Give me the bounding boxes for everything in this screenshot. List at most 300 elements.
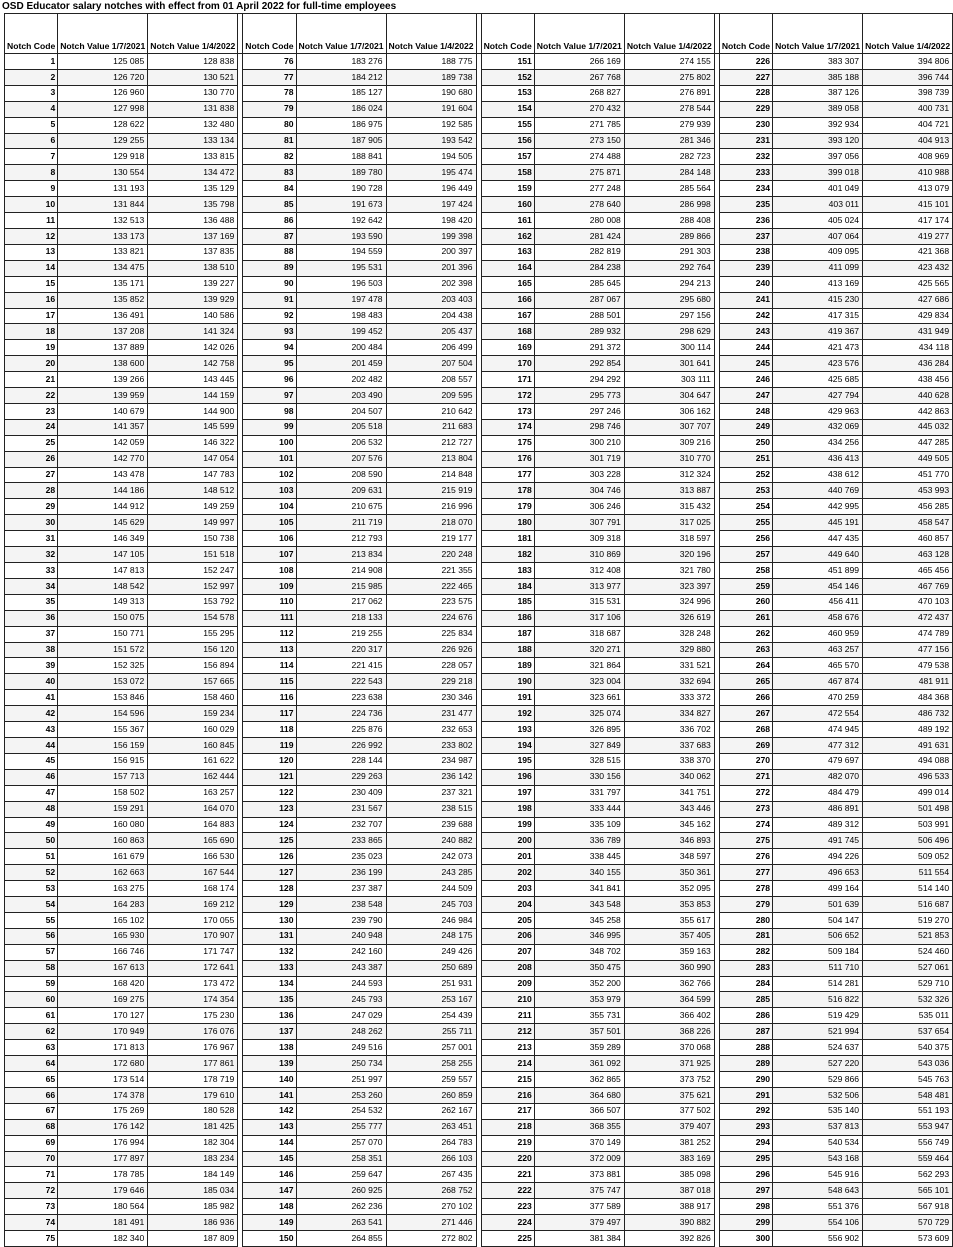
value-2021-cell: 294 292 xyxy=(534,372,624,388)
table-row xyxy=(5,308,953,324)
value-2022-cell: 270 102 xyxy=(386,1199,476,1215)
header-notch-code: Notch Code xyxy=(243,14,296,54)
value-2021-cell: 156 159 xyxy=(58,737,148,753)
notch-code-cell: 145 xyxy=(243,1151,296,1167)
notch-code-cell: 240 xyxy=(719,276,772,292)
value-2022-cell: 137 835 xyxy=(148,244,238,260)
notch-code-cell: 198 xyxy=(481,801,534,817)
notch-code-cell: 260 xyxy=(719,594,772,610)
notch-code-cell: 72 xyxy=(5,1183,58,1199)
value-2021-cell: 429 963 xyxy=(773,403,863,419)
notch-code-cell: 28 xyxy=(5,483,58,499)
value-2022-cell: 145 599 xyxy=(148,419,238,435)
value-2021-cell: 540 534 xyxy=(773,1135,863,1151)
table-row xyxy=(5,483,953,499)
value-2022-cell: 392 826 xyxy=(624,1231,714,1247)
notch-code-cell: 17 xyxy=(5,308,58,324)
value-2022-cell: 224 676 xyxy=(386,610,476,626)
notch-code-cell: 243 xyxy=(719,324,772,340)
value-2021-cell: 180 564 xyxy=(58,1199,148,1215)
value-2021-cell: 361 092 xyxy=(534,1056,624,1072)
value-2021-cell: 149 313 xyxy=(58,594,148,610)
value-2021-cell: 125 085 xyxy=(58,54,148,70)
notch-code-cell: 213 xyxy=(481,1040,534,1056)
value-2022-cell: 371 925 xyxy=(624,1056,714,1072)
value-2021-cell: 427 794 xyxy=(773,388,863,404)
value-2021-cell: 223 638 xyxy=(296,690,386,706)
notch-code-cell: 41 xyxy=(5,690,58,706)
value-2022-cell: 240 882 xyxy=(386,833,476,849)
value-2021-cell: 228 144 xyxy=(296,753,386,769)
value-2022-cell: 149 997 xyxy=(148,515,238,531)
value-2022-cell: 553 947 xyxy=(863,1119,953,1135)
value-2022-cell: 532 326 xyxy=(863,992,953,1008)
value-2022-cell: 383 169 xyxy=(624,1151,714,1167)
notch-code-cell: 21 xyxy=(5,372,58,388)
value-2022-cell: 271 446 xyxy=(386,1215,476,1231)
value-2021-cell: 135 171 xyxy=(58,276,148,292)
value-2022-cell: 436 284 xyxy=(863,356,953,372)
notch-code-cell: 47 xyxy=(5,785,58,801)
table-row xyxy=(5,69,953,85)
notch-code-cell: 229 xyxy=(719,101,772,117)
value-2022-cell: 334 827 xyxy=(624,706,714,722)
notch-code-cell: 131 xyxy=(243,928,296,944)
value-2022-cell: 174 354 xyxy=(148,992,238,1008)
notch-code-cell: 206 xyxy=(481,928,534,944)
table-row xyxy=(5,435,953,451)
notch-code-cell: 166 xyxy=(481,292,534,308)
value-2022-cell: 200 397 xyxy=(386,244,476,260)
notch-code-cell: 290 xyxy=(719,1072,772,1088)
value-2021-cell: 254 532 xyxy=(296,1103,386,1119)
table-row xyxy=(5,1231,953,1247)
notch-code-cell: 220 xyxy=(481,1151,534,1167)
notch-code-cell: 139 xyxy=(243,1056,296,1072)
notch-code-cell: 133 xyxy=(243,960,296,976)
value-2022-cell: 415 101 xyxy=(863,197,953,213)
value-2022-cell: 456 285 xyxy=(863,499,953,515)
value-2021-cell: 298 746 xyxy=(534,419,624,435)
value-2021-cell: 160 080 xyxy=(58,817,148,833)
value-2021-cell: 417 315 xyxy=(773,308,863,324)
value-2022-cell: 324 996 xyxy=(624,594,714,610)
value-2021-cell: 171 813 xyxy=(58,1040,148,1056)
value-2022-cell: 206 499 xyxy=(386,340,476,356)
notch-code-cell: 168 xyxy=(481,324,534,340)
value-2022-cell: 228 057 xyxy=(386,658,476,674)
notch-code-cell: 271 xyxy=(719,769,772,785)
value-2022-cell: 388 917 xyxy=(624,1199,714,1215)
value-2022-cell: 292 764 xyxy=(624,260,714,276)
value-2022-cell: 329 880 xyxy=(624,642,714,658)
value-2022-cell: 130 521 xyxy=(148,69,238,85)
notch-code-cell: 7 xyxy=(5,149,58,165)
value-2021-cell: 499 164 xyxy=(773,881,863,897)
notch-code-cell: 33 xyxy=(5,563,58,579)
value-2021-cell: 278 640 xyxy=(534,197,624,213)
notch-code-cell: 14 xyxy=(5,260,58,276)
value-2021-cell: 131 844 xyxy=(58,197,148,213)
value-2021-cell: 190 728 xyxy=(296,181,386,197)
table-row xyxy=(5,690,953,706)
value-2022-cell: 165 690 xyxy=(148,833,238,849)
value-2022-cell: 223 575 xyxy=(386,594,476,610)
notch-code-cell: 234 xyxy=(719,181,772,197)
value-2022-cell: 157 665 xyxy=(148,674,238,690)
value-2022-cell: 156 120 xyxy=(148,642,238,658)
value-2021-cell: 289 932 xyxy=(534,324,624,340)
notch-code-cell: 203 xyxy=(481,881,534,897)
value-2022-cell: 345 162 xyxy=(624,817,714,833)
value-2022-cell: 317 025 xyxy=(624,515,714,531)
notch-code-cell: 31 xyxy=(5,531,58,547)
notch-code-cell: 135 xyxy=(243,992,296,1008)
table-row xyxy=(5,722,953,738)
notch-code-cell: 102 xyxy=(243,467,296,483)
notch-code-cell: 15 xyxy=(5,276,58,292)
value-2022-cell: 524 460 xyxy=(863,944,953,960)
value-2022-cell: 315 432 xyxy=(624,499,714,515)
value-2021-cell: 132 513 xyxy=(58,213,148,229)
table-row xyxy=(5,324,953,340)
value-2022-cell: 289 866 xyxy=(624,228,714,244)
value-2021-cell: 465 570 xyxy=(773,658,863,674)
value-2021-cell: 187 905 xyxy=(296,133,386,149)
value-2021-cell: 137 889 xyxy=(58,340,148,356)
value-2021-cell: 327 849 xyxy=(534,737,624,753)
value-2021-cell: 364 680 xyxy=(534,1087,624,1103)
value-2022-cell: 176 076 xyxy=(148,1024,238,1040)
value-2021-cell: 168 420 xyxy=(58,976,148,992)
notch-code-cell: 154 xyxy=(481,101,534,117)
notch-code-cell: 90 xyxy=(243,276,296,292)
value-2022-cell: 514 140 xyxy=(863,881,953,897)
value-2022-cell: 373 752 xyxy=(624,1072,714,1088)
value-2021-cell: 556 902 xyxy=(773,1231,863,1247)
value-2022-cell: 136 488 xyxy=(148,213,238,229)
value-2021-cell: 155 367 xyxy=(58,722,148,738)
notch-code-cell: 224 xyxy=(481,1215,534,1231)
value-2022-cell: 346 893 xyxy=(624,833,714,849)
value-2022-cell: 470 103 xyxy=(863,594,953,610)
value-2021-cell: 129 918 xyxy=(58,149,148,165)
notch-code-cell: 228 xyxy=(719,85,772,101)
notch-code-cell: 175 xyxy=(481,435,534,451)
notch-code-cell: 36 xyxy=(5,610,58,626)
value-2021-cell: 352 200 xyxy=(534,976,624,992)
value-2022-cell: 178 719 xyxy=(148,1072,238,1088)
notch-code-cell: 88 xyxy=(243,244,296,260)
notch-code-cell: 151 xyxy=(481,54,534,70)
table-row xyxy=(5,244,953,260)
value-2022-cell: 501 498 xyxy=(863,801,953,817)
table-row xyxy=(5,181,953,197)
value-2021-cell: 379 497 xyxy=(534,1215,624,1231)
value-2021-cell: 449 640 xyxy=(773,547,863,563)
value-2021-cell: 537 813 xyxy=(773,1119,863,1135)
value-2021-cell: 447 435 xyxy=(773,531,863,547)
value-2022-cell: 303 111 xyxy=(624,372,714,388)
value-2021-cell: 460 959 xyxy=(773,626,863,642)
value-2022-cell: 171 747 xyxy=(148,944,238,960)
value-2021-cell: 543 168 xyxy=(773,1151,863,1167)
notch-code-cell: 84 xyxy=(243,181,296,197)
value-2022-cell: 207 504 xyxy=(386,356,476,372)
header-notch-code: Notch Code xyxy=(5,14,58,54)
table-row xyxy=(5,1183,953,1199)
notch-code-cell: 289 xyxy=(719,1056,772,1072)
notch-code-cell: 121 xyxy=(243,769,296,785)
value-2021-cell: 373 881 xyxy=(534,1167,624,1183)
notch-code-cell: 20 xyxy=(5,356,58,372)
table-row xyxy=(5,1135,953,1151)
notch-code-cell: 176 xyxy=(481,451,534,467)
value-2021-cell: 309 318 xyxy=(534,531,624,547)
notch-code-cell: 22 xyxy=(5,388,58,404)
value-2021-cell: 516 822 xyxy=(773,992,863,1008)
value-2022-cell: 177 861 xyxy=(148,1056,238,1072)
value-2021-cell: 182 340 xyxy=(58,1231,148,1247)
table-row xyxy=(5,865,953,881)
notch-code-cell: 113 xyxy=(243,642,296,658)
value-2022-cell: 425 565 xyxy=(863,276,953,292)
value-2021-cell: 258 351 xyxy=(296,1151,386,1167)
table-row xyxy=(5,531,953,547)
value-2021-cell: 235 023 xyxy=(296,849,386,865)
value-2022-cell: 239 688 xyxy=(386,817,476,833)
notch-code-cell: 146 xyxy=(243,1167,296,1183)
value-2022-cell: 479 538 xyxy=(863,658,953,674)
value-2021-cell: 274 488 xyxy=(534,149,624,165)
value-2021-cell: 554 106 xyxy=(773,1215,863,1231)
notch-code-cell: 299 xyxy=(719,1215,772,1231)
value-2021-cell: 144 186 xyxy=(58,483,148,499)
value-2021-cell: 409 095 xyxy=(773,244,863,260)
value-2021-cell: 320 271 xyxy=(534,642,624,658)
notch-code-cell: 4 xyxy=(5,101,58,117)
value-2021-cell: 189 780 xyxy=(296,165,386,181)
value-2021-cell: 405 024 xyxy=(773,213,863,229)
value-2021-cell: 147 105 xyxy=(58,547,148,563)
value-2021-cell: 136 491 xyxy=(58,308,148,324)
notch-code-cell: 32 xyxy=(5,547,58,563)
value-2022-cell: 219 177 xyxy=(386,531,476,547)
notch-code-cell: 282 xyxy=(719,944,772,960)
value-2022-cell: 408 969 xyxy=(863,149,953,165)
notch-code-cell: 66 xyxy=(5,1087,58,1103)
notch-code-cell: 143 xyxy=(243,1119,296,1135)
value-2022-cell: 168 174 xyxy=(148,881,238,897)
table-row xyxy=(5,54,953,70)
value-2022-cell: 195 474 xyxy=(386,165,476,181)
value-2022-cell: 163 257 xyxy=(148,785,238,801)
value-2021-cell: 318 687 xyxy=(534,626,624,642)
notch-code-cell: 227 xyxy=(719,69,772,85)
value-2021-cell: 209 631 xyxy=(296,483,386,499)
value-2022-cell: 143 445 xyxy=(148,372,238,388)
value-2021-cell: 220 317 xyxy=(296,642,386,658)
notch-code-cell: 205 xyxy=(481,912,534,928)
notch-code-cell: 51 xyxy=(5,849,58,865)
value-2021-cell: 142 059 xyxy=(58,435,148,451)
value-2021-cell: 335 109 xyxy=(534,817,624,833)
notch-code-cell: 184 xyxy=(481,578,534,594)
value-2022-cell: 368 226 xyxy=(624,1024,714,1040)
notch-code-cell: 272 xyxy=(719,785,772,801)
table-header-row xyxy=(5,14,953,54)
value-2022-cell: 390 882 xyxy=(624,1215,714,1231)
value-2021-cell: 482 070 xyxy=(773,769,863,785)
value-2021-cell: 260 925 xyxy=(296,1183,386,1199)
value-2021-cell: 273 150 xyxy=(534,133,624,149)
value-2022-cell: 364 599 xyxy=(624,992,714,1008)
notch-code-cell: 46 xyxy=(5,769,58,785)
notch-code-cell: 78 xyxy=(243,85,296,101)
value-2022-cell: 516 687 xyxy=(863,897,953,913)
value-2021-cell: 315 531 xyxy=(534,594,624,610)
value-2021-cell: 491 745 xyxy=(773,833,863,849)
value-2021-cell: 217 062 xyxy=(296,594,386,610)
value-2022-cell: 300 114 xyxy=(624,340,714,356)
value-2022-cell: 262 167 xyxy=(386,1103,476,1119)
notch-code-cell: 58 xyxy=(5,960,58,976)
notch-code-cell: 87 xyxy=(243,228,296,244)
notch-code-cell: 117 xyxy=(243,706,296,722)
value-2022-cell: 427 686 xyxy=(863,292,953,308)
value-2021-cell: 236 199 xyxy=(296,865,386,881)
value-2021-cell: 377 589 xyxy=(534,1199,624,1215)
table-row xyxy=(5,1151,953,1167)
value-2021-cell: 196 503 xyxy=(296,276,386,292)
notch-code-cell: 124 xyxy=(243,817,296,833)
value-2022-cell: 548 481 xyxy=(863,1087,953,1103)
value-2022-cell: 381 252 xyxy=(624,1135,714,1151)
notch-code-cell: 177 xyxy=(481,467,534,483)
value-2021-cell: 393 120 xyxy=(773,133,863,149)
header-value-2022: Notch Value 1/4/2022 xyxy=(863,14,953,54)
value-2022-cell: 275 802 xyxy=(624,69,714,85)
table-row xyxy=(5,737,953,753)
value-2022-cell: 484 368 xyxy=(863,690,953,706)
value-2022-cell: 333 372 xyxy=(624,690,714,706)
value-2021-cell: 138 600 xyxy=(58,356,148,372)
table-row xyxy=(5,197,953,213)
value-2021-cell: 140 679 xyxy=(58,403,148,419)
notch-code-cell: 183 xyxy=(481,563,534,579)
notch-code-cell: 279 xyxy=(719,897,772,913)
table-row xyxy=(5,213,953,229)
notch-code-cell: 294 xyxy=(719,1135,772,1151)
value-2021-cell: 304 746 xyxy=(534,483,624,499)
value-2022-cell: 181 425 xyxy=(148,1119,238,1135)
notch-code-cell: 280 xyxy=(719,912,772,928)
notch-code-cell: 142 xyxy=(243,1103,296,1119)
notch-code-cell: 94 xyxy=(243,340,296,356)
value-2022-cell: 421 368 xyxy=(863,244,953,260)
value-2021-cell: 130 554 xyxy=(58,165,148,181)
value-2021-cell: 194 559 xyxy=(296,244,386,260)
value-2022-cell: 151 518 xyxy=(148,547,238,563)
value-2022-cell: 266 103 xyxy=(386,1151,476,1167)
value-2022-cell: 175 230 xyxy=(148,1008,238,1024)
value-2021-cell: 240 948 xyxy=(296,928,386,944)
notch-code-cell: 114 xyxy=(243,658,296,674)
notch-code-cell: 298 xyxy=(719,1199,772,1215)
table-row xyxy=(5,881,953,897)
value-2022-cell: 321 780 xyxy=(624,563,714,579)
notch-code-cell: 219 xyxy=(481,1135,534,1151)
value-2021-cell: 359 289 xyxy=(534,1040,624,1056)
table-row xyxy=(5,817,953,833)
value-2021-cell: 407 064 xyxy=(773,228,863,244)
value-2022-cell: 189 738 xyxy=(386,69,476,85)
table-row xyxy=(5,992,953,1008)
value-2022-cell: 400 731 xyxy=(863,101,953,117)
notch-code-cell: 273 xyxy=(719,801,772,817)
value-2022-cell: 132 480 xyxy=(148,117,238,133)
value-2021-cell: 486 891 xyxy=(773,801,863,817)
table-row xyxy=(5,658,953,674)
notch-code-cell: 264 xyxy=(719,658,772,674)
notch-code-cell: 258 xyxy=(719,563,772,579)
value-2022-cell: 183 234 xyxy=(148,1151,238,1167)
notch-code-cell: 18 xyxy=(5,324,58,340)
value-2021-cell: 156 915 xyxy=(58,753,148,769)
value-2021-cell: 151 572 xyxy=(58,642,148,658)
value-2021-cell: 292 854 xyxy=(534,356,624,372)
value-2022-cell: 139 929 xyxy=(148,292,238,308)
notch-code-cell: 244 xyxy=(719,340,772,356)
value-2021-cell: 277 248 xyxy=(534,181,624,197)
value-2022-cell: 137 169 xyxy=(148,228,238,244)
value-2021-cell: 145 629 xyxy=(58,515,148,531)
value-2021-cell: 213 834 xyxy=(296,547,386,563)
notch-code-cell: 193 xyxy=(481,722,534,738)
value-2021-cell: 128 622 xyxy=(58,117,148,133)
value-2021-cell: 477 312 xyxy=(773,737,863,753)
table-row xyxy=(5,1056,953,1072)
table-row xyxy=(5,117,953,133)
value-2022-cell: 489 192 xyxy=(863,722,953,738)
value-2021-cell: 212 793 xyxy=(296,531,386,547)
value-2022-cell: 236 142 xyxy=(386,769,476,785)
value-2022-cell: 343 446 xyxy=(624,801,714,817)
value-2022-cell: 297 156 xyxy=(624,308,714,324)
value-2022-cell: 486 732 xyxy=(863,706,953,722)
value-2021-cell: 232 707 xyxy=(296,817,386,833)
value-2021-cell: 301 719 xyxy=(534,451,624,467)
table-body xyxy=(5,54,953,1247)
value-2022-cell: 360 990 xyxy=(624,960,714,976)
notch-code-cell: 57 xyxy=(5,944,58,960)
value-2022-cell: 139 227 xyxy=(148,276,238,292)
value-2021-cell: 321 864 xyxy=(534,658,624,674)
table-row xyxy=(5,388,953,404)
notch-code-cell: 3 xyxy=(5,85,58,101)
value-2021-cell: 281 424 xyxy=(534,228,624,244)
value-2022-cell: 527 061 xyxy=(863,960,953,976)
notch-code-cell: 73 xyxy=(5,1199,58,1215)
value-2021-cell: 175 269 xyxy=(58,1103,148,1119)
value-2021-cell: 195 531 xyxy=(296,260,386,276)
value-2022-cell: 185 034 xyxy=(148,1183,238,1199)
notch-code-cell: 165 xyxy=(481,276,534,292)
value-2022-cell: 198 420 xyxy=(386,213,476,229)
notch-code-cell: 141 xyxy=(243,1087,296,1103)
notch-code-cell: 216 xyxy=(481,1087,534,1103)
notch-code-cell: 300 xyxy=(719,1231,772,1247)
